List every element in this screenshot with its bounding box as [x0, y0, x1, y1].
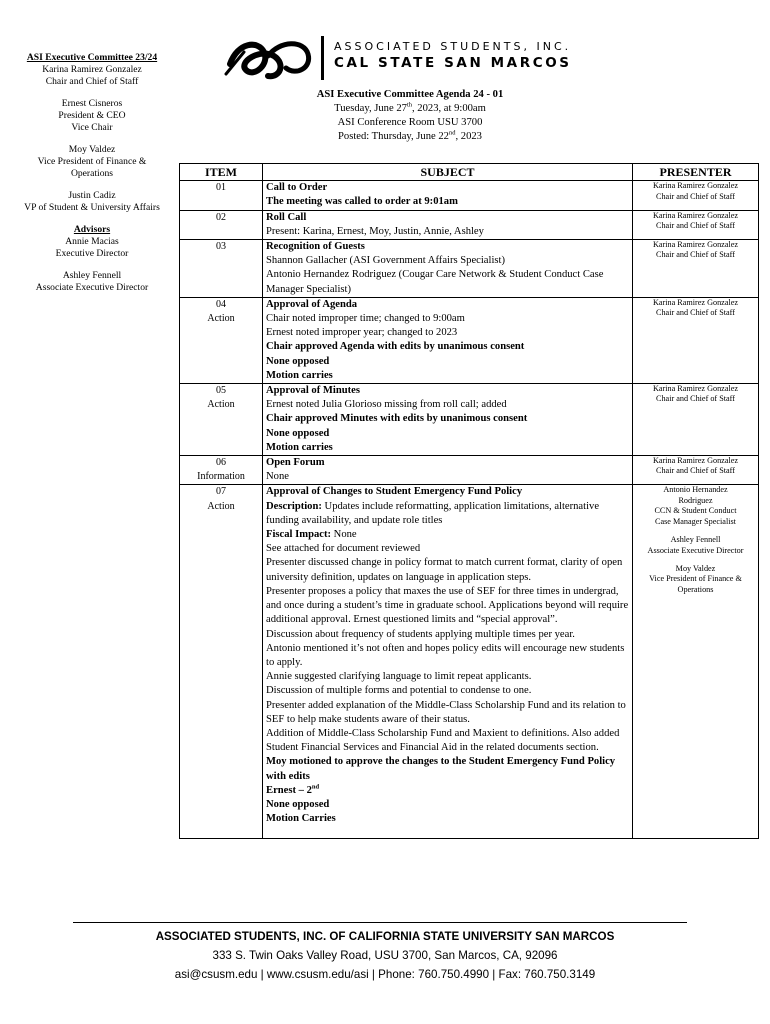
- item-type: Information: [197, 471, 245, 483]
- subject-line: [266, 326, 629, 340]
- presenter-line: Chair and Chief of Staff: [656, 221, 735, 231]
- presenter-line: Karina Ramirez Gonzalez: [652, 240, 738, 250]
- subject-line: [266, 384, 629, 398]
- footer-divider: [73, 922, 687, 923]
- footer-org: ASSOCIATED STUDENTS, INC. OF CALIFORNIA STATE UNIVERSITY SAN MARCOS: [155, 930, 615, 943]
- agenda-row: [180, 181, 759, 210]
- org-name-line2: CAL STATE SAN MARCOS: [334, 55, 572, 71]
- subject-cell: [263, 210, 633, 239]
- member-role: VP of Student & University Affairs: [24, 202, 160, 213]
- member-role: Vice President of Finance &: [37, 156, 147, 167]
- subject-text: Present: Karina, Ernest, Moy, Justin, Annie, Ashley: [266, 225, 484, 237]
- subject-text: Approval of Changes to Student Emergency Fund Policy: [266, 486, 523, 498]
- subject-text: Call to Order: [266, 182, 328, 194]
- presenter-cell: [633, 297, 759, 383]
- meeting-location: ASI Conference Room USU 3700: [337, 117, 483, 128]
- subject-cell: [263, 297, 633, 383]
- item-number: 04: [216, 298, 226, 310]
- presenter-line: Vice President of Finance &: [649, 574, 742, 584]
- subject-line: [266, 456, 629, 470]
- subject-line: [266, 355, 629, 369]
- subject-line: [266, 312, 629, 326]
- advisor-name: Ashley Fennell: [62, 270, 122, 281]
- subject-line: [266, 181, 629, 195]
- presenter-cell: [633, 210, 759, 239]
- col-header-presenter: PRESENTER: [633, 164, 759, 181]
- advisor-role: Executive Director: [55, 248, 129, 259]
- subject-cell: [263, 181, 633, 210]
- posted-date: Posted: Thursday, June 22nd, 2023: [338, 129, 482, 142]
- item-type: Action: [207, 313, 235, 325]
- advisor-name: Annie Macias: [65, 236, 119, 247]
- presenter-line: Karina Ramirez Gonzalez: [652, 181, 738, 191]
- col-header-subject: SUBJECT: [263, 164, 633, 181]
- presenter-cell: [633, 485, 759, 839]
- subject-text: Approval of Minutes: [266, 385, 360, 397]
- subject-line: [266, 684, 629, 698]
- item-number: 02: [216, 211, 226, 223]
- subject-text: Antonio Hernandez Rodriguez (Cougar Care Network & Student Conduct Case Manager Specialist): [266, 269, 604, 295]
- item-number: 01: [216, 182, 226, 194]
- subject-line: [266, 542, 629, 556]
- presenter-line: [636, 556, 755, 564]
- member-name: Karina Ramirez Gonzalez: [42, 64, 142, 75]
- agenda-title: ASI Executive Committee Agenda 24 - 01: [316, 89, 504, 100]
- subject-line: [266, 670, 629, 684]
- footer: [0, 927, 770, 984]
- agenda-header: [250, 88, 570, 144]
- subject-line: [266, 412, 629, 426]
- subject-line: [266, 369, 629, 383]
- presenter-cell: [633, 181, 759, 210]
- subject-text: Chair approved Agenda with edits by unanimous consent: [266, 341, 525, 353]
- subject-line: [266, 254, 629, 268]
- subject-text: Roll Call: [266, 211, 307, 223]
- agenda-row: [180, 384, 759, 456]
- subject-text: Presenter proposes a policy that maxes the use of SEF for three times in undergrad, and once during a student’s time in graduate school. Applications beyond will require additional approval. Ernest questioned limits and “special approval”.: [266, 585, 629, 626]
- subject-text: Discussion about frequency of students applying multiple times per year.: [266, 628, 575, 640]
- subject-line: [266, 528, 629, 542]
- subject-line: [266, 340, 629, 354]
- subject-text: Approval of Agenda: [266, 298, 358, 310]
- presenter-line: Case Manager Specialist: [655, 516, 736, 526]
- item-cell: [180, 297, 263, 383]
- subject-text: Ernest noted improper year; changed to 2023: [266, 327, 458, 339]
- item-number: 03: [216, 241, 226, 253]
- advisor-role: Associate Executive Director: [35, 282, 149, 293]
- subject-line: [266, 727, 629, 755]
- advisors-heading: Advisors: [73, 224, 111, 235]
- advisor-group: [2, 224, 182, 260]
- subject-text: None: [266, 471, 289, 483]
- subject-text: The meeting was called to order at 9:01am: [266, 196, 458, 208]
- item-cell: [180, 181, 263, 210]
- presenter-line: Chair and Chief of Staff: [656, 191, 735, 201]
- item-number: 06: [216, 457, 226, 469]
- subject-text: Addition of Middle-Class Scholarship Fund and Maxient to definitions. Also added Student Financial Services and Financial Aid in the related documents section.: [266, 727, 620, 754]
- subject-text: See attached for document reviewed: [266, 543, 421, 555]
- agenda-row: [180, 456, 759, 485]
- item-type: Action: [207, 399, 235, 411]
- subject-text: None opposed: [266, 798, 330, 810]
- subject-text: Motion Carries: [266, 813, 336, 825]
- presenter-line: Chair and Chief of Staff: [656, 466, 735, 476]
- presenter-line: Karina Ramirez Gonzalez: [652, 384, 738, 394]
- subject-line: [266, 240, 629, 254]
- asi-logo: [224, 34, 572, 84]
- subject-line: [266, 642, 629, 670]
- presenter-line: Karina Ramirez Gonzalez: [652, 297, 738, 307]
- presenter-line: CCN & Student Conduct: [654, 506, 737, 516]
- subject-text: None opposed: [266, 427, 330, 439]
- subject-line: [266, 485, 629, 499]
- presenter-line: Moy Valdez: [675, 563, 716, 573]
- presenter-line: Antonio Hernandez: [663, 485, 728, 495]
- item-cell: [180, 384, 263, 456]
- committee-title: ASI Executive Committee 23/24: [26, 52, 158, 63]
- member-name: Ernest Cisneros: [61, 98, 123, 109]
- presenter-line: Operations: [677, 584, 714, 594]
- subject-label: Fiscal Impact:: [266, 529, 332, 541]
- committee-title-group: [2, 52, 182, 88]
- subject-text: Ernest – 2: [266, 784, 312, 796]
- advisor-group: [2, 270, 182, 294]
- agenda-row: [180, 297, 759, 383]
- subject-line: [266, 556, 629, 584]
- member-name: Moy Valdez: [68, 144, 116, 155]
- subject-text: Motion carries: [266, 441, 333, 453]
- subject-line: [266, 268, 629, 296]
- footer-contact: asi@csusm.edu | www.csusm.edu/asi | Phone: 760.750.4990 | Fax: 760.750.3149: [174, 968, 596, 981]
- subject-text: Motion carries: [266, 369, 333, 381]
- presenter-line: [636, 527, 755, 535]
- subject-line: [266, 699, 629, 727]
- member-role: Operations: [70, 168, 114, 179]
- item-type: Action: [207, 500, 235, 512]
- member-group: [2, 98, 182, 134]
- item-cell: [180, 210, 263, 239]
- presenter-cell: [633, 240, 759, 298]
- item-cell: [180, 485, 263, 839]
- committee-sidebar: [2, 52, 182, 304]
- subject-line: [266, 585, 629, 628]
- presenter-line: Chair and Chief of Staff: [656, 250, 735, 260]
- subject-cell: [263, 384, 633, 456]
- asi-logo-mark-icon: [224, 34, 328, 82]
- member-role: Chair and Chief of Staff: [45, 76, 139, 87]
- presenter-line: Karina Ramirez Gonzalez: [652, 456, 738, 466]
- subject-text: Antonio mentioned it’s not often and hopes policy edits will encourage new students to apply.: [266, 642, 625, 668]
- agenda-table: [179, 163, 759, 839]
- presenter-cell: [633, 384, 759, 456]
- subject-cell: [263, 240, 633, 298]
- subject-text: Annie suggested clarifying language to limit repeat applicants.: [266, 671, 532, 683]
- footer-address: 333 S. Twin Oaks Valley Road, USU 3700, San Marcos, CA, 92096: [212, 949, 558, 962]
- agenda-rows: [180, 181, 759, 839]
- subject-text: Recognition of Guests: [266, 241, 365, 253]
- subject-line: [266, 195, 629, 209]
- member-group: [2, 190, 182, 214]
- subject-text: Updates include reformatting, application limitations, alternative funding availability, and update role titles: [266, 500, 600, 526]
- subject-line: [266, 470, 629, 484]
- agenda-row: [180, 210, 759, 239]
- agenda-row: [180, 485, 759, 839]
- subject-text: Ernest noted Julia Glorioso missing from roll call; added: [266, 399, 507, 411]
- member-role: Vice Chair: [71, 122, 113, 133]
- subject-line: [266, 427, 629, 441]
- presenter-line: Ashley Fennell: [670, 535, 721, 545]
- subject-text: Open Forum: [266, 457, 325, 469]
- subject-line: [266, 812, 629, 826]
- subject-cell: [263, 456, 633, 485]
- meeting-date: Tuesday, June 27th, 2023, at 9:00am: [334, 101, 486, 114]
- subject-line: [266, 225, 629, 239]
- subject-text: Discussion of multiple forms and potential to condense to one.: [266, 685, 532, 697]
- subject-line: [266, 500, 629, 528]
- subject-text: None: [331, 529, 357, 541]
- org-name-line1: ASSOCIATED STUDENTS, INC.: [334, 40, 572, 53]
- subject-text: Presenter added explanation of the Middle-Class Scholarship Fund and its relation to SEF to help make students aware of their status.: [266, 699, 626, 725]
- subject-sup: nd: [311, 783, 320, 791]
- subject-text: None opposed: [266, 355, 330, 367]
- presenter-line: Chair and Chief of Staff: [656, 308, 735, 318]
- presenter-line: Karina Ramirez Gonzalez: [652, 210, 738, 220]
- presenter-line: Associate Executive Director: [647, 545, 744, 555]
- col-header-item: ITEM: [180, 164, 263, 181]
- item-number: 07: [216, 486, 226, 498]
- subject-line: [266, 298, 629, 312]
- presenter-cell: [633, 456, 759, 485]
- presenter-line: Rodriguez: [678, 495, 713, 505]
- table-header-row: [180, 164, 759, 181]
- subject-line: [266, 398, 629, 412]
- subject-cell: [263, 485, 633, 839]
- subject-line: [266, 755, 629, 783]
- agenda-row: [180, 240, 759, 298]
- member-role: President & CEO: [58, 110, 126, 121]
- subject-line: [266, 211, 629, 225]
- subject-label: Description:: [266, 500, 322, 512]
- subject-line: [266, 798, 629, 812]
- member-name: Justin Cadiz: [68, 190, 116, 201]
- subject-text: Chair approved Minutes with edits by unanimous consent: [266, 413, 528, 425]
- item-cell: [180, 456, 263, 485]
- subject-line: [266, 784, 629, 798]
- subject-line: [266, 628, 629, 642]
- presenter-line: Chair and Chief of Staff: [656, 394, 735, 404]
- subject-line: [266, 441, 629, 455]
- item-number: 05: [216, 385, 226, 397]
- subject-text: Chair noted improper time; changed to 9:00am: [266, 313, 465, 325]
- member-group: [2, 144, 182, 180]
- subject-text: Moy motioned to approve the changes to the Student Emergency Fund Policy with edits: [266, 756, 616, 782]
- subject-text: Presenter discussed change in policy format to match current format, clarity of open university definition, updates on language in application steps.: [266, 557, 623, 583]
- item-cell: [180, 240, 263, 298]
- subject-text: Shannon Gallacher (ASI Government Affairs Specialist): [266, 255, 505, 267]
